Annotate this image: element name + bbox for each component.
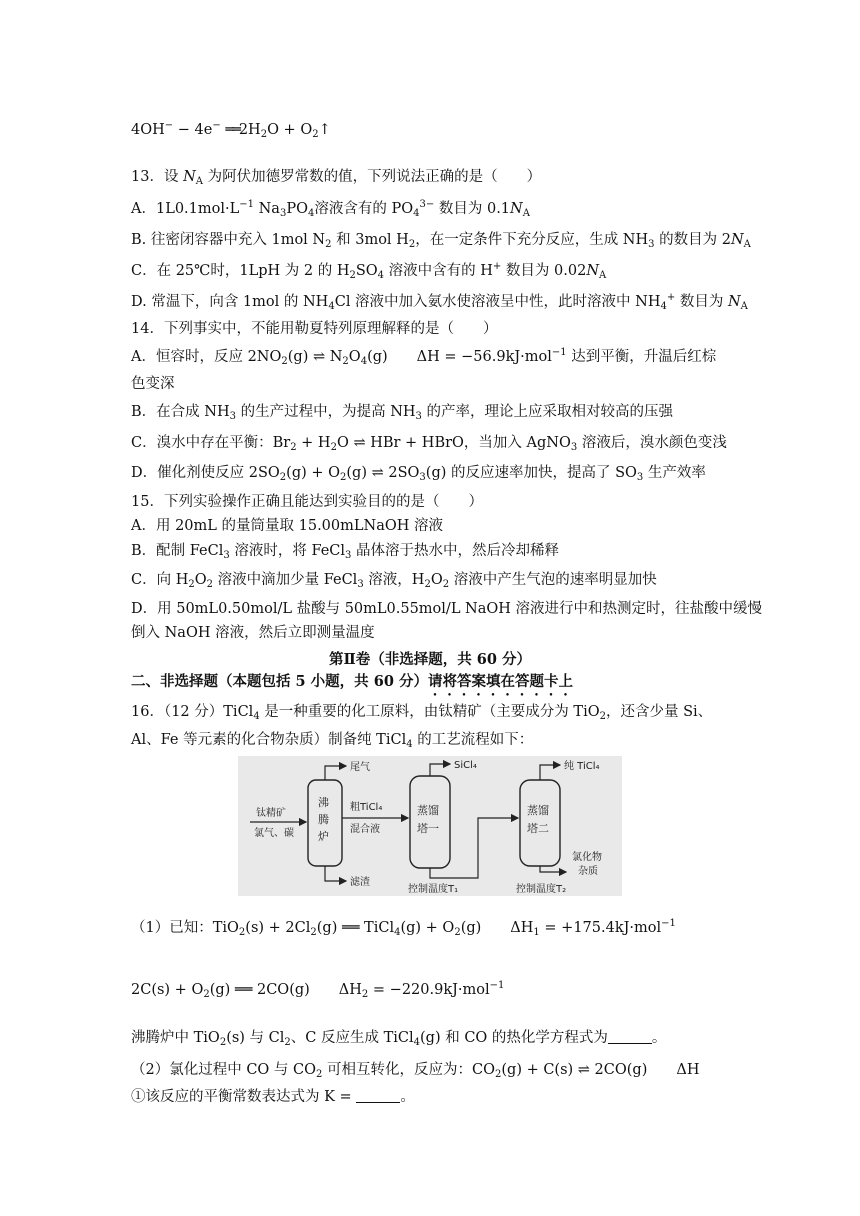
mixture-label: 混合液	[350, 824, 380, 835]
q16-part1-eq1: （1）已知：$TiO_2(s) + 2Cl_2(g)$ ══ TiCl$_4$(g) + $O_2(g)$ $\Delta H_1 = +175.4kJ\cdot mol^{-1}$	[131, 918, 676, 938]
q14-option-a: A．恒容时，反应 $2NO_2(g)$ ⇌ $N_2O_4(g)$ ΔH = −56.9kJ·mol$^{-1}$ 达到平衡，升温后红棕	[131, 347, 717, 367]
q13-option-a: A．$1L0.1mol\cdot L^{-1}$ $Na_3PO_4$溶液含有的 $PO_4^{3-}$ 数目为 $0.1N_A$	[131, 199, 530, 219]
answer-blank-2[interactable]	[356, 1088, 400, 1103]
q13-stem: 13．设 $N_A$ 为阿伏加德罗常数的值，下列说法正确的是（ ）	[131, 169, 542, 187]
tower2-line1: 蒸馏	[527, 804, 549, 817]
q14-option-c: C．溴水中存在平衡：$Br_2 + H_2O$ ⇌ HBr + HBrO，当加入 AgNO$_3$ 溶液后，溴水颜色变浅	[131, 435, 727, 453]
tower1-line1: 蒸馏	[417, 804, 439, 817]
q16-part1-eq2: $2C(s) + O_2(g)$ ══ 2CO(g) $\Delta H_2 = -220.9kJ\cdot mol^{-1}$	[131, 980, 505, 1000]
residue-label: 滤渣	[350, 877, 370, 888]
q16-part2-question: ①该反应的平衡常数表达式为 K = 。	[131, 1089, 415, 1105]
impurity-label-2: 杂质	[578, 866, 598, 877]
furnace-char-3: 炉	[318, 830, 329, 843]
impurity-label-1: 氯化物	[572, 852, 602, 863]
q14-stem: 14．下列事实中，不能用勒夏特列原理解释的是（ ）	[131, 321, 498, 337]
q15-option-d-cont: 倒入 NaOH 溶液，然后立即测量温度	[131, 625, 375, 641]
section-heading: 二、非选择题（本题包括 5 小题，共 60 分）请将答案填在答题卡上	[131, 673, 573, 690]
electrode-equation: 4OH− − 4e− $══2H_2O$ + $O_2↑$	[131, 120, 331, 140]
q14-option-b: B．在合成 $NH_3$ 的生产过程中，为提高 $NH_3$ 的产率，理论上应采取相对较高的压强	[131, 404, 674, 422]
q15-stem: 15．下列实验操作正确且能达到实验目的的是（ ）	[131, 494, 483, 510]
q16-intro-line1: 16．（12 分）TiCl$_4$ 是一种重要的化工原料，由钛精矿（主要成分为 TiO$_2$，还含少量 Si、	[131, 704, 713, 722]
q16-part1-question: 沸腾炉中 TiO$_2$(s) 与 $Cl_2$、C 反应生成 TiCl$_4$(g) 和 CO 的热化学方程式为 。	[131, 1030, 667, 1048]
sicl4-label: SiCl₄	[454, 760, 477, 771]
pure-ticl4-label: 纯 TiCl₄	[564, 761, 600, 772]
process-flow-diagram	[238, 756, 622, 896]
furnace-char-1: 沸	[318, 796, 329, 809]
answer-blank-1[interactable]	[608, 1029, 652, 1044]
q14-option-a-cont: 色变深	[131, 376, 175, 392]
q15-option-d: D．用 50mL0.50mol/L 盐酸与 50mL0.55mol/L NaOH 溶液进行中和热测定时，往盐酸中缓慢	[131, 601, 763, 617]
q16-intro-line2: Al、Fe 等元素的化合物杂质）制备纯 TiCl$_4$ 的工艺流程如下：	[131, 732, 534, 750]
q13-option-d: D. 常温下，向含 1mol 的 $NH_4Cl$ 溶液中加入氨水使溶液呈中性，此时溶液中 $NH_4^+$ 数目为 $N_A$	[131, 292, 748, 312]
tower1-line2: 塔一	[417, 822, 439, 835]
q15-option-a: A．用 20mL 的量筒量取 15.00mLNaOH 溶液	[131, 518, 443, 534]
q14-option-d: D．催化剂使反应 $2SO_2(g) + O_2(g)$ ⇌ $2SO_3(g)$ 的反应速率加快，提高了 $SO_3$ 生产效率	[131, 465, 706, 483]
input-ore-label: 钛精矿	[256, 808, 286, 819]
furnace-char-2: 腾	[318, 813, 329, 826]
crude-ticl4-label: 粗TiCl₄	[350, 802, 383, 813]
input-gas-label: 氯气、碳	[254, 828, 294, 839]
section-title: 第Ⅱ卷（非选择题，共 60 分）	[329, 651, 531, 668]
temp1-label: 控制温度T₁	[408, 884, 459, 895]
q13-option-b: B. 往密闭容器中充入 1mol $N_2$ 和 3mol $H_2$，在一定条件下充分反应，生成 $NH_3$ 的数目为 $2N_A$	[131, 232, 751, 250]
temp2-label: 控制温度T₂	[516, 884, 567, 895]
tail-gas-label: 尾气	[350, 762, 370, 773]
q16-part2-reaction: （2）氯化过程中 CO 与 $CO_2$ 可相互转化，反应为：$CO_2(g) + C(s)$ ⇌ 2CO(g) ΔH	[131, 1062, 700, 1080]
tower2-line2: 塔二	[527, 822, 549, 835]
q13-option-c: C．在 25℃时，1LpH 为 2 的 $H_2SO_4$ 溶液中含有的 H+ 数目为 $0.02N_A$	[131, 261, 607, 281]
q15-option-c: C．向 $H_2O_2$ 溶液中滴加少量 FeCl$_3$ 溶液，$H_2O_2$ 溶液中产生气泡的速率明显加快	[131, 572, 657, 590]
q15-option-b: B．配制 FeCl$_3$ 溶液时，将 FeCl$_3$ 晶体溶于热水中，然后冷却稀释	[131, 543, 560, 561]
